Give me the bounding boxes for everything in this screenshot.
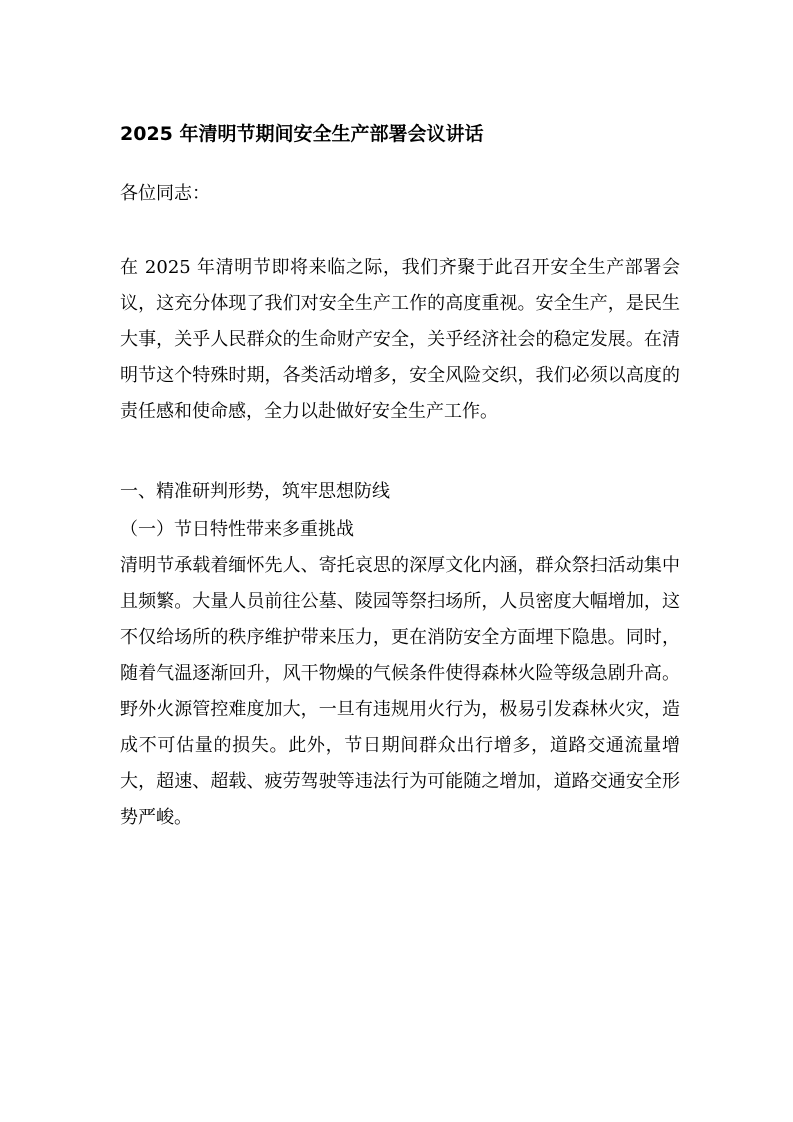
intro-paragraph: 在 2025 年清明节即将来临之际，我们齐聚于此召开安全生产部署会议，这充分体现了我们对安全生产工作的高度重视。安全生产，是民生大事，关乎人民群众的生命财产安全，关乎经济社会的稳定发展。在清明节这个特殊时期，各类活动增多，安全风险交织，我们必须以高度的责任感和使命感，全力以赴做好安全生产工作。	[120, 257, 680, 422]
subsection-heading-1: （一）节日特性带来多重挑战	[120, 519, 354, 540]
salutation: 各位同志：	[120, 183, 210, 204]
document-title: 2025 年清明节期间安全生产部署会议讲话	[120, 123, 484, 145]
subsection-paragraph-1: 清明节承载着缅怀先人、寄托哀思的深厚文化内涵，群众祭扫活动集中且频繁。大量人员前往公墓、陵园等祭扫场所，人员密度大幅增加，这不仅给场所的秩序维护带来压力，更在消防安全方面埋下隐患。同时，随着气温逐渐回升，风干物燥的气候条件使得森林火险等级急剧升高。野外火源管控难度加大，一旦有违规用火行为，极易引发森林火灾，造成不可估量的损失。此外，节日期间群众出行增多，道路交通流量增大，超速、超载、疲劳驾驶等违法行为可能随之增加，道路交通安全形势严峻。	[120, 555, 680, 828]
section-heading-1: 一、精准研判形势，筑牢思想防线	[120, 481, 390, 502]
document-body	[120, 118, 680, 836]
